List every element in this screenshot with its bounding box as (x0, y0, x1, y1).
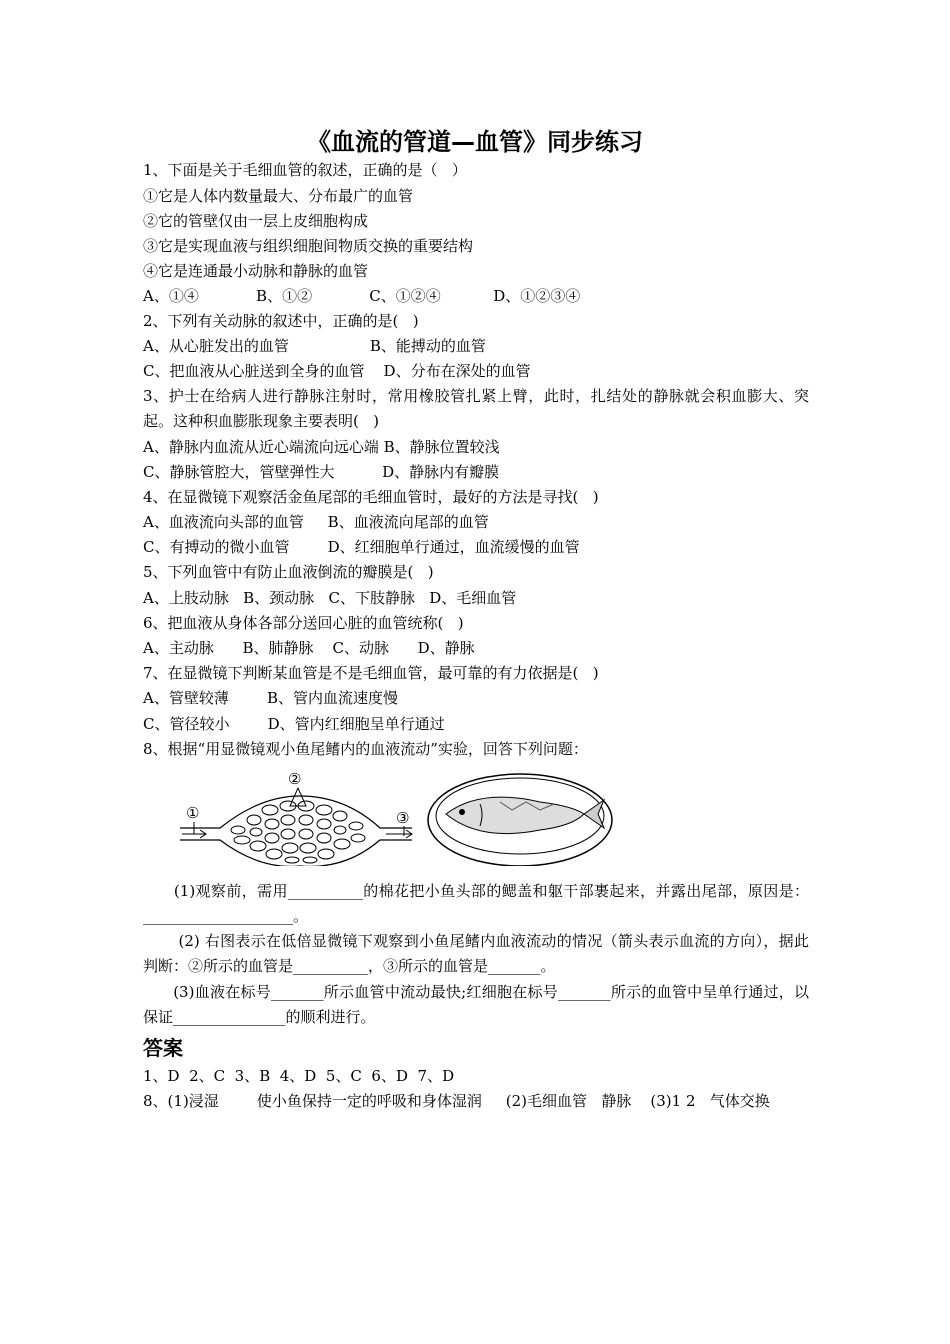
q7-stem: 7、在显微镜下判断某血管是不是毛细血管，最可靠的有力依据是( ) (143, 664, 599, 682)
q7-options-cd: C、管径较小 D、管内红细胞呈单行通过 (143, 715, 445, 733)
q5-options: A、上肢动脉 B、颈动脉 C、下肢静脉 D、毛细血管 (143, 589, 517, 607)
figure-label-1: ① (186, 804, 200, 822)
capillary-network (231, 801, 365, 863)
q8-sub1: (1)观察前，需用__________的棉花把小鱼头部的鳃盖和躯干部裹起来，并露出尾部，原因是：____________________。 (143, 882, 809, 925)
fish-illustration (446, 797, 604, 834)
q3-options-ab: A、静脉内血流从近心端流向远心端 B、静脉位置较浅 (143, 438, 500, 456)
q8-stem: 8、根据“用显微镜观小鱼尾鳍内的血液流动”实验，回答下列问题： (143, 740, 588, 758)
q2-stem: 2、下列有关动脉的叙述中，正确的是( ) (143, 312, 419, 330)
q1-options: A、①④ B、①② C、①②④ D、①②③④ (143, 287, 581, 305)
q4-stem: 4、在显微镜下观察活金鱼尾部的毛细血管时，最好的方法是寻找( ) (143, 488, 599, 506)
q3-stem: 3、护士在给病人进行静脉注射时，常用橡胶管扎紧上臂，此时，扎结处的静脉就会积血膨大、突起。这种积血膨胀现象主要表明( ) (143, 387, 809, 430)
q8-sub3: (3)血液在标号_______所示血管中流动最快;红细胞在标号_______所示的血管中呈单行通过，以保证_______________的顺利进行。 (143, 983, 810, 1026)
answers-line-1: 1、D 2、C 3、B 4、D 5、C 6、D 7、D (143, 1067, 455, 1085)
q4-options-cd: C、有搏动的微小血管 D、红细胞单行通过，血流缓慢的血管 (143, 538, 580, 556)
figure-label-2: ② (288, 770, 302, 788)
q8-sub2: (2) 右图表示在低倍显微镜下观察到小鱼尾鳍内血液流动的情况（箭头表示血流的方向），据此判断：②所示的血管是__________，③所示的血管是_______。 (143, 932, 809, 975)
vessel-bottom-edge (180, 840, 412, 866)
answers-heading: 答案 (143, 1036, 183, 1060)
q1-item-1: ①它是人体内数量最大、分布最广的血管 (143, 187, 414, 205)
figure-label-3: ③ (396, 809, 410, 827)
pointer-2 (290, 788, 306, 806)
q2-options-cd: C、把血液从心脏送到全身的血管 D、分布在深处的血管 (143, 362, 531, 380)
q3-options-cd: C、静脉管腔大，管壁弹性大 D、静脉内有瓣膜 (143, 463, 500, 481)
q2-options-ab: A、从心脏发出的血管 B、能搏动的血管 (143, 337, 486, 355)
q6-options: A、主动脉 B、肺静脉 C、动脉 D、静脉 (143, 639, 475, 657)
page-title: 《血流的管道—血管》同步练习 (307, 128, 643, 156)
flow-arrow-right (386, 830, 412, 838)
q4-options-ab: A、血液流向头部的血管 B、血液流向尾部的血管 (143, 513, 489, 531)
q1-stem: 1、下面是关于毛细血管的叙述，正确的是（ ） (143, 161, 467, 179)
vessel-top-edge (180, 796, 412, 828)
q1-item-4: ④它是连通最小动脉和静脉的血管 (143, 262, 369, 280)
q6-stem: 6、把血液从身体各部分送回心脏的血管统称( ) (143, 614, 464, 632)
q5-stem: 5、下列血管中有防止血液倒流的瓣膜是( ) (143, 563, 434, 581)
blood-flow-figure (180, 766, 620, 866)
answers-line-2: 8、(1)浸湿 使小鱼保持一定的呼吸和身体湿润 (2)毛细血管 静脉 (3)1 2 气体交换 (143, 1092, 770, 1110)
q7-options-ab: A、管壁较薄 B、管内血流速度慢 (143, 689, 399, 707)
q1-item-2: ②它的管壁仅由一层上皮细胞构成 (143, 212, 369, 230)
q1-item-3: ③它是实现血液与组织细胞间物质交换的重要结构 (143, 237, 474, 255)
